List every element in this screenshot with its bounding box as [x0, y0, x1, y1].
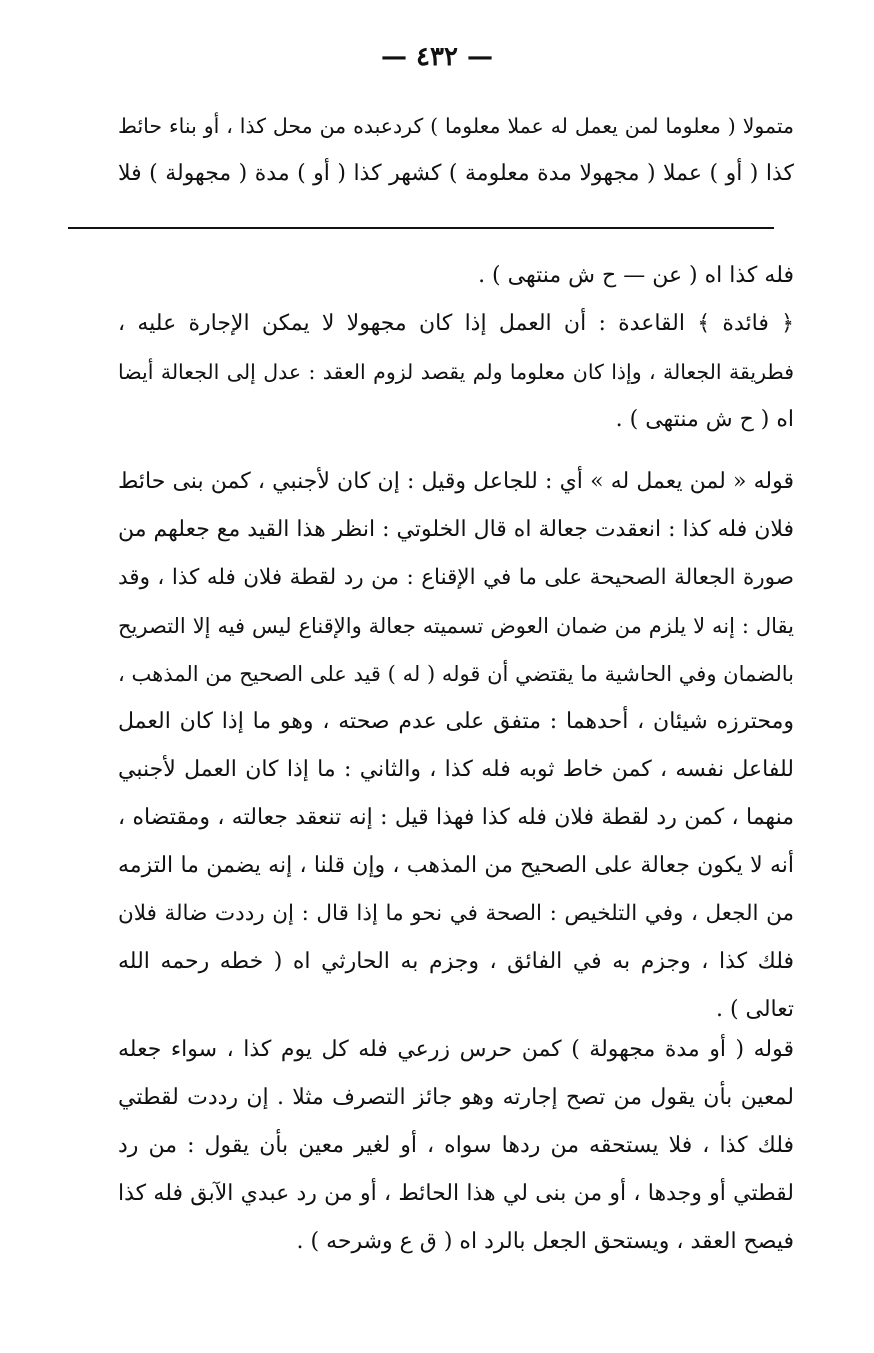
commentary-line: منهما ، كمن رد لقطة فلان فله كذا فهذا قيل : إنه تنعقد جعالته ، ومقتضاه ، [118, 805, 794, 830]
page-number: — ٤٣٢ — [380, 42, 494, 72]
commentary-line: فطريقة الجعالة ، وإذا كان معلوما ولم يقصد لزوم العقد : عدل إلى الجعالة أيضا [118, 360, 794, 384]
commentary-line: فلان فله كذا : انعقدت جعالة اه قال الخلوتي : انظر هذا القيد مع جعلهم من [118, 517, 794, 542]
commentary-paragraph-liman-yamal [118, 458, 794, 1034]
commentary-paragraph-mudda-majhula [118, 1026, 794, 1266]
commentary-line: ومحترزه شيئان ، أحدهما : متفق على عدم صحته ، وهو ما إذا كان العمل [118, 709, 794, 734]
main-text-line: كذا ( أو ) عملا ( مجهولا مدة معلومة ) كشهر كذا ( أو ) مدة ( مجهولة ) فلا [118, 161, 794, 186]
commentary-line: تعالى ) . [715, 997, 794, 1022]
main-text [118, 102, 794, 198]
commentary-line: يقال : إنه لا يلزم من ضمان العوض تسميته جعالة والإقناع ليس فيه إلا التصريح [118, 614, 794, 638]
commentary-line: للفاعل نفسه ، كمن خاط ثوبه فله كذا ، والثاني : ما إذا كان العمل لأجنبي [118, 757, 794, 782]
commentary-line: من الجعل ، وفي التلخيص : الصحة في نحو ما إذا قال : إن رددت ضالة فلان [118, 901, 794, 926]
main-text-line: متمولا ( معلوما لمن يعمل له عملا معلوما ) كردعبده من محل كذا ، أو بناء حائط [118, 114, 794, 138]
commentary-line: لمعين بأن يقول من تصح إجارته وهو جائز التصرف مثلا . إن رددت لقطتي [118, 1085, 794, 1110]
commentary-line: صورة الجعالة الصحيحة على ما في الإقناع : من رد لقطة فلان فله كذا ، وقد [118, 565, 794, 590]
commentary-line: أنه لا يكون جعالة على الصحيح من المذهب ، وإن قلنا ، إنه يضمن ما التزمه [118, 853, 794, 878]
commentary-line: لقطتي أو وجدها ، أو من بنى لي هذا الحائط ، أو من رد عبدي الآبق فله كذا [118, 1181, 794, 1206]
commentary-paragraph-faida [118, 252, 794, 444]
commentary-line: بالضمان وفي الحاشية ما يقتضي أن قوله ( له ) قيد على الصحيح من المذهب ، [118, 662, 794, 686]
commentary-line: فلك كذا ، وجزم به في الفائق ، وجزم به الحارثي اه ( خطه رحمه الله [118, 949, 794, 974]
commentary-line: فلك كذا ، فلا يستحقه من ردها سواه ، أو لغير معين بأن يقول : من رد [118, 1133, 794, 1158]
footnote-divider [68, 227, 774, 229]
commentary-line: قوله « لمن يعمل له » أي : للجاعل وقيل : إن كان لأجنبي ، كمن بنى حائط [118, 469, 794, 494]
commentary-line: فيصح العقد ، ويستحق الجعل بالرد اه ( ق ع وشرحه ) . [296, 1229, 794, 1254]
commentary-line: اه ( ح ش منتهى ) . [615, 407, 794, 432]
commentary-line: ﴿ فائدة ﴾ القاعدة : أن العمل إذا كان مجهولا لا يمكن الإجارة عليه ، [118, 311, 794, 336]
commentary-line: فله كذا اه ( عن — ح ش منتهى ) . [478, 263, 794, 288]
commentary-line: قوله ( أو مدة مجهولة ) كمن حرس زرعي فله كل يوم كذا ، سواء جعله [118, 1037, 794, 1062]
